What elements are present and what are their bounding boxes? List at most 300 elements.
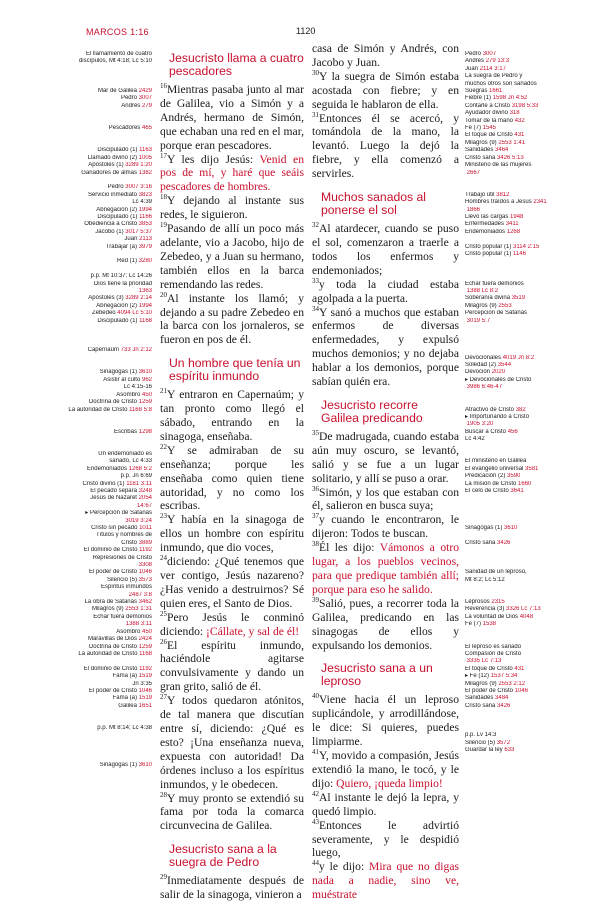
- margin-reference-line: [465, 666, 555, 673]
- margin-reference-line: [62, 273, 152, 280]
- verse-paragraph: [160, 153, 304, 195]
- margin-reference-line: [62, 266, 152, 273]
- verse-number: 44: [312, 859, 319, 868]
- reference-topic: [465, 332, 467, 338]
- margin-reference-line: [62, 644, 152, 651]
- reference-topic: [465, 718, 467, 724]
- margin-reference-line: [465, 281, 555, 288]
- reference-number: 465: [141, 125, 152, 132]
- reference-number: 3641: [510, 487, 524, 494]
- reference-number: 1163: [139, 147, 152, 154]
- reference-topic: Capernaúm: [87, 347, 121, 354]
- margin-reference-line: [62, 192, 152, 199]
- reference-number: 3411: [505, 221, 519, 228]
- reference-topic: [465, 518, 467, 524]
- margin-reference-line: [465, 577, 555, 584]
- verse-number: 28: [160, 790, 167, 799]
- reference-topic: Servicio inmediato: [87, 191, 139, 198]
- reference-topic: [150, 266, 152, 272]
- verse-text: diciendo: ¿Qué tenemos que ver contigo, Jesús nazareno? ¿Has venido a destruirnos? Sé quien eres, el Santo de Dios.: [160, 555, 304, 610]
- reference-topic: [150, 325, 152, 331]
- reference-number: 3248: [138, 487, 152, 494]
- reference-topic: El poder de Cristo: [465, 687, 515, 694]
- words-of-jesus: ¡Cállate, y sal de él!: [206, 624, 300, 638]
- reference-topic: Maravillas de Dios: [87, 636, 139, 643]
- reference-number: 1146: [513, 250, 526, 257]
- margin-reference-line: [62, 332, 152, 339]
- margin-reference-line: [465, 310, 555, 317]
- reference-topic: Espíritus inmundos: [100, 584, 152, 591]
- margin-reference-line: [62, 103, 152, 110]
- reference-topic: Sinagogas (1): [99, 369, 139, 376]
- reference-topic: Cristo: [121, 539, 139, 546]
- reference-number: 3519: [511, 295, 526, 302]
- margin-reference-line: [62, 355, 152, 362]
- margin-reference-line: [465, 532, 555, 539]
- reference-topic: Mar de Galilea: [97, 88, 139, 95]
- reference-number: 1005: [138, 154, 152, 161]
- reference-number: 3335 Lc 7:13: [466, 658, 502, 665]
- reference-number: 1259: [138, 643, 152, 650]
- reference-topic: Doctrina de Cristo: [88, 643, 139, 650]
- reference-topic: Jn 3:35: [132, 680, 152, 687]
- section-heading: Muchos sanados al ponerse el sol: [321, 190, 427, 218]
- verse-paragraph: [312, 486, 459, 514]
- margin-reference-line: [465, 384, 555, 391]
- reference-topic: [150, 718, 152, 724]
- reference-number: 1046: [514, 687, 529, 694]
- margin-reference-line: [465, 592, 555, 599]
- margin-reference-line: [62, 162, 152, 169]
- margin-reference-line: [62, 629, 152, 636]
- margin-reference-line: [465, 569, 555, 576]
- reference-number: 1192: [139, 665, 152, 672]
- reference-number: 431: [514, 665, 525, 672]
- reference-number: 1168: [139, 650, 152, 657]
- margin-reference-line: [465, 177, 555, 184]
- text-column-left: [160, 42, 304, 902]
- reference-topic: Discipulado (1): [97, 213, 140, 220]
- reference-number: 1011: [139, 525, 152, 531]
- verse-paragraph: [312, 819, 459, 861]
- margin-reference-line: [62, 73, 152, 80]
- margin-reference-line: [465, 192, 555, 199]
- margin-reference-line: [465, 199, 555, 206]
- verse-paragraph: [312, 278, 459, 306]
- reference-topic: El pecado separa: [90, 487, 139, 494]
- reference-topic: Fe (7): [465, 621, 483, 628]
- verse-text: Pero Jesús le conminó diciendo:: [160, 610, 304, 638]
- margin-reference-line: [62, 636, 152, 643]
- margin-reference-line: [62, 725, 152, 732]
- reference-topic: El poder de Cristo: [88, 569, 139, 576]
- reference-number: 3114 2:15: [513, 243, 540, 250]
- verse-text: Y les dijo Jesús:: [167, 152, 260, 166]
- verse-text: Y se admiraban de su enseñanza; porque les enseñaba como quien tiene autoridad, y no como los escribas.: [160, 443, 304, 513]
- reference-topic: [465, 177, 467, 183]
- margin-reference-line: [62, 651, 152, 658]
- reference-number: 1948: [510, 213, 524, 220]
- reference-topic: Doctrina de Cristo: [88, 399, 139, 406]
- reference-topic: La obra de Satanás: [84, 599, 139, 606]
- margin-reference-line: [62, 281, 152, 288]
- reference-number: 1259: [138, 399, 152, 406]
- reference-topic: Ganadores de almas: [81, 169, 139, 176]
- reference-number: 2487 3:8: [128, 591, 152, 598]
- reference-topic: Silencio (5): [106, 576, 139, 583]
- reference-topic: [465, 629, 467, 635]
- reference-topic: Cristo sin pecado: [91, 525, 140, 531]
- reference-number: 14:67: [136, 502, 152, 509]
- reference-topic: Abnegación (2): [96, 206, 139, 213]
- reference-topic: Cristo popular (1): [465, 243, 514, 250]
- margin-reference-line: [465, 140, 555, 147]
- margin-reference-line: [465, 444, 555, 451]
- reference-topic: ▸ Importunando a Cristo: [465, 413, 530, 420]
- reference-number: 1298: [138, 428, 152, 435]
- reference-number: 3326 Lc 7:13: [506, 606, 541, 613]
- reference-topic: [150, 740, 152, 746]
- reference-topic: Milagros (9): [465, 139, 499, 146]
- margin-reference-line: [465, 688, 555, 695]
- reference-topic: Jesús de Nazaret: [90, 495, 139, 502]
- reference-topic: Red (1): [116, 258, 139, 265]
- words-of-jesus: Mira que no digas nada a nadie, sino ve, muéstrate: [312, 860, 459, 902]
- reference-topic: [465, 503, 467, 509]
- margin-reference-line: [465, 369, 555, 376]
- margin-reference-line: [465, 651, 555, 658]
- reference-topic: La suegra de Pedro y: [465, 73, 523, 80]
- reference-topic: Sinagogas (1): [465, 525, 505, 531]
- reference-number: 962: [141, 376, 152, 383]
- reference-number: 3986 6:46-47: [466, 384, 503, 391]
- reference-topic: Fama (a): [112, 695, 139, 702]
- margin-reference-line: [62, 118, 152, 125]
- reference-topic: Represiones de Cristo: [92, 554, 152, 561]
- margin-reference-line: [465, 673, 555, 680]
- reference-topic: Zebedeo: [91, 310, 118, 317]
- reference-number: 2113: [139, 236, 152, 243]
- margin-reference-line: [62, 755, 152, 762]
- verse-text: Al instante le dejó la lepra, y quedó limpio.: [312, 790, 459, 818]
- verse-paragraph: [160, 874, 304, 902]
- margin-reference-line: [465, 740, 555, 747]
- margin-reference-line: [62, 303, 152, 310]
- reference-topic: Pedro: [107, 184, 126, 191]
- margin-reference-line: [62, 384, 152, 391]
- verse-paragraph: [312, 42, 459, 70]
- margin-reference-line: [62, 540, 152, 547]
- margin-reference-line: [62, 66, 152, 73]
- reference-number: 3019 3:24: [125, 517, 152, 524]
- reference-topic: [150, 436, 152, 442]
- reference-topic: Hombres traídos a Jesús: [465, 199, 534, 206]
- reference-number: 2553 1:31: [125, 606, 152, 613]
- reference-topic: [465, 236, 467, 242]
- verse-paragraph: [312, 430, 459, 486]
- margin-reference-line: [62, 125, 152, 132]
- margin-reference-line: [465, 732, 555, 739]
- verse-text: Y la suegra de Simón estaba acostada con fiebre; y en seguida le hablaron de ella.: [312, 69, 459, 111]
- reference-topic: [150, 73, 152, 79]
- margin-reference-line: [465, 392, 555, 399]
- reference-number: 3289 1:20: [125, 162, 152, 169]
- verse-number: 16: [160, 82, 167, 91]
- margin-reference-line: [465, 606, 555, 613]
- margin-reference-line: [465, 95, 555, 102]
- margin-reference-line: [465, 503, 555, 510]
- reference-topic: [150, 355, 152, 361]
- reference-number: 2553: [498, 302, 512, 309]
- margin-reference-line: [465, 273, 555, 280]
- verse-text: Salió, pues, a recorrer toda la Galilea, predicando en las sinagogas de ellos y expulsando los demonios.: [312, 596, 459, 652]
- margin-reference-line: [62, 88, 152, 95]
- margin-reference-line: [465, 162, 555, 169]
- margin-reference-line: [465, 436, 555, 443]
- verse-paragraph: [312, 597, 459, 653]
- reference-number: 279: [141, 102, 152, 109]
- verse-text: Y dejando al instante sus redes, le siguieron.: [160, 194, 304, 222]
- margin-reference-line: [465, 540, 555, 547]
- verse-number: 18: [160, 193, 167, 202]
- margin-reference-line: [62, 414, 152, 421]
- reference-topic: Jacobo (1): [95, 228, 126, 235]
- reference-number: 1545: [482, 125, 497, 132]
- margin-reference-line: [62, 199, 152, 206]
- margin-reference-line: [465, 288, 555, 295]
- reference-topic: El llamamiento de cuatro: [85, 51, 152, 57]
- reference-topic: ▸ Fe (12): [465, 673, 491, 680]
- reference-number: 633: [504, 747, 515, 754]
- margin-reference-line: [465, 347, 555, 354]
- reference-topic: [150, 140, 152, 146]
- reference-topic: El poder de Cristo: [88, 687, 139, 694]
- reference-number: 1538: [482, 621, 497, 628]
- margin-reference-line: [465, 518, 555, 525]
- margin-reference-line: [465, 407, 555, 414]
- verse-paragraph: [312, 749, 459, 791]
- reference-topic: Fe (7): [465, 125, 483, 132]
- reference-topic: Discipulado (1): [97, 147, 140, 154]
- verse-text: Mientras pasaba junto al mar de Galilea, vio a Simón y a Andrés, hermano de Simón, que echaban una red en el mar, porque eran pescadores.: [160, 83, 304, 152]
- margin-reference-line: [465, 466, 555, 473]
- margin-reference-line: [62, 155, 152, 162]
- reference-number: 3426 5:13: [497, 154, 524, 161]
- reference-topic: Llevó las cargas: [465, 213, 511, 220]
- margin-reference-line: [62, 140, 152, 147]
- margin-reference-line: [465, 207, 555, 214]
- reference-number: 1046: [138, 687, 152, 694]
- margin-reference-line: [465, 58, 555, 65]
- reference-topic: p.p. Mt 8:14; Lc 4:38: [97, 724, 152, 731]
- reference-topic: Predicación (2): [465, 473, 508, 480]
- margin-reference-line: [465, 629, 555, 636]
- verse-paragraph: [160, 222, 304, 292]
- margin-reference-line: [62, 592, 152, 599]
- reference-topic: Reverencia (3): [465, 606, 507, 613]
- margin-reference-line: [62, 584, 152, 591]
- verse-paragraph: [312, 541, 459, 597]
- reference-topic: Atractivo de Cristo: [465, 406, 516, 413]
- reference-topic: El ministerio en Galilea: [465, 458, 527, 465]
- margin-reference-line: [465, 244, 555, 251]
- reference-number: 1268 5:2: [128, 465, 152, 472]
- reference-number: 3812: [496, 191, 510, 198]
- margin-reference-line: [62, 347, 152, 354]
- margin-reference-line: [465, 562, 555, 569]
- margin-reference-line: [62, 251, 152, 258]
- reference-number: 1168: [139, 317, 152, 324]
- margin-reference-line: [62, 525, 152, 532]
- words-of-jesus: Venid en pos de mí, y haré que seáis pescadores de hombres.: [160, 152, 304, 194]
- margin-reference-line: [465, 636, 555, 643]
- reference-topic: Soberanía divina: [465, 295, 512, 302]
- margin-reference-line: [62, 399, 152, 406]
- reference-topic: [465, 266, 467, 272]
- verse-text: Entonces él se acercó, y tomándola de la mano, la levantó. Luego la dejó la fiebre, y ella comenzó a servirles.: [312, 111, 459, 181]
- verse-text: Y había en la sinagoga de ellos un hombre con espíritu inmundo, que dio voces,: [160, 513, 304, 555]
- reference-topic: Silencio (5): [465, 739, 497, 746]
- verse-text: Y muy pronto se extendió su fama por toda la comarca circunvecina de Galilea.: [160, 791, 304, 833]
- margin-reference-line: [465, 88, 555, 95]
- margin-reference-line: [62, 510, 152, 517]
- reference-topic: [150, 710, 152, 716]
- reference-number: 1388 Lc 8:2: [466, 288, 499, 294]
- reference-topic: Suegras: [465, 88, 490, 95]
- reference-number: 2054: [138, 495, 152, 502]
- reference-topic: ▸ Devocionales de Cristo: [465, 376, 532, 383]
- margin-reference-line: [62, 762, 152, 769]
- verse-number: 26: [160, 637, 167, 646]
- margin-reference-line: [465, 555, 555, 562]
- reference-topic: Lc 4:39: [132, 199, 152, 206]
- reference-number: 2667: [466, 169, 481, 176]
- verse-number: 38: [312, 540, 319, 549]
- verse-text: Viene hacia él un leproso suplicándole, y arrodillándose, le dice: Si quieres, puedes limpiarme.: [312, 693, 459, 749]
- reference-number: 3007 3:16: [125, 184, 152, 191]
- reference-topic: [150, 132, 152, 138]
- reference-number: 1994: [138, 302, 152, 309]
- reference-topic: Dios tiene la prioridad: [93, 280, 152, 287]
- reference-topic: Ministerio de las mujeres: [465, 162, 532, 169]
- margin-reference-line: [465, 584, 555, 591]
- margin-reference-line: [62, 621, 152, 628]
- margin-reference-line: [62, 295, 152, 302]
- margin-reference-line: [62, 214, 152, 221]
- reference-topic: [465, 184, 467, 190]
- margin-reference-line: [62, 244, 152, 251]
- reference-number: 3017 5:37: [125, 228, 152, 235]
- margin-reference-line: [465, 703, 555, 710]
- verse-number: 29: [160, 873, 167, 882]
- margin-reference-line: [465, 614, 555, 621]
- reference-topic: [465, 562, 467, 568]
- verse-text: Y, movido a compasión, Jesús extendió la mano, le tocó, y le dijo:: [312, 749, 459, 790]
- reference-topic: [150, 421, 152, 427]
- reference-topic: [150, 332, 152, 338]
- reference-topic: discípulos, Mt 4:18; Lc 5:10: [78, 58, 152, 65]
- reference-number: 1192: [139, 547, 152, 554]
- section-heading: Jesucristo sana a la suegra de Pedro: [169, 842, 277, 870]
- verse-number: 36: [312, 484, 319, 493]
- reference-number: 3544: [497, 362, 512, 369]
- reference-topic: Fiebre (1): [465, 95, 493, 102]
- reference-topic: Llamado divino (2): [87, 154, 139, 161]
- margin-reference-line: [62, 606, 152, 613]
- reference-number: 1519: [138, 695, 152, 702]
- reference-number: 2424: [138, 636, 152, 643]
- margin-reference-line: [465, 295, 555, 302]
- reference-topic: [465, 710, 467, 716]
- margin-reference-line: [465, 170, 555, 177]
- reference-topic: [465, 584, 467, 590]
- reference-topic: Mt 8:2; Lc 5:12: [465, 576, 505, 583]
- reference-number: 3198 5:33: [511, 102, 539, 109]
- margin-reference-line: [465, 355, 555, 362]
- verse-text: Inmediatamente después de salir de la sinagoga, vinieron a: [160, 874, 304, 902]
- right-margin-references: [465, 51, 555, 755]
- reference-number: 2341: [533, 199, 547, 206]
- verse-paragraph: [312, 791, 459, 819]
- reference-topic: Cristo sana: [465, 539, 498, 546]
- reference-topic: Asombro: [116, 628, 142, 635]
- margin-reference-line: [465, 125, 555, 132]
- reference-number: 2429: [138, 88, 152, 95]
- margin-reference-line: [465, 658, 555, 665]
- margin-reference-line: [465, 325, 555, 332]
- reference-topic: Escribas: [113, 428, 139, 435]
- reference-number: 3610: [138, 762, 152, 768]
- reference-topic: Tomar de la mano: [465, 117, 515, 124]
- margin-reference-line: [465, 332, 555, 339]
- reference-topic: [465, 592, 467, 598]
- reference-topic: Galilea: [118, 702, 139, 709]
- margin-reference-line: [465, 258, 555, 265]
- reference-topic: [465, 392, 467, 398]
- reference-topic: El toque de Cristo: [465, 132, 515, 139]
- verse-text: Pasando de allí un poco más adelante, vio a Jacobo, hijo de Zebedeo, y a Juan su hermano, también ellos en la barca remendando las redes.: [160, 222, 304, 291]
- reference-topic: [465, 340, 467, 346]
- reference-topic: p.p. Jn 6:69: [120, 473, 152, 480]
- verse-number: 32: [312, 221, 319, 230]
- margin-reference-line: [465, 110, 555, 117]
- reference-topic: Andrés: [465, 58, 486, 65]
- margin-reference-line: [62, 236, 152, 243]
- reference-number: 3610: [138, 369, 152, 376]
- reference-topic: Milagros (9): [91, 606, 126, 613]
- reference-topic: Pedro: [120, 95, 139, 102]
- verse-text: De madrugada, cuando estaba aún muy oscuro, se levantó, salió y se fue a un lugar solitario, y allí se puso a orar.: [312, 429, 459, 485]
- margin-reference-line: [465, 747, 555, 754]
- reference-topic: Echar fuera demonios: [465, 280, 524, 287]
- reference-number: 382: [515, 406, 526, 413]
- reference-topic: [150, 732, 152, 738]
- verse-paragraph: [160, 694, 304, 791]
- margin-reference-line: [62, 184, 152, 191]
- reference-number: 3007: [138, 95, 152, 102]
- reference-topic: [150, 118, 152, 124]
- reference-topic: [150, 444, 152, 450]
- reference-number: 318: [509, 110, 520, 117]
- margin-reference-line: [62, 577, 152, 584]
- verse-paragraph: [312, 513, 459, 541]
- margin-reference-line: [465, 473, 555, 480]
- reference-topic: Soledad (2): [465, 362, 498, 369]
- reference-number: 3462: [138, 599, 152, 606]
- reference-topic: La autoridad de Cristo: [78, 650, 140, 657]
- margin-reference-line: [62, 695, 152, 702]
- margin-reference-line: [465, 221, 555, 228]
